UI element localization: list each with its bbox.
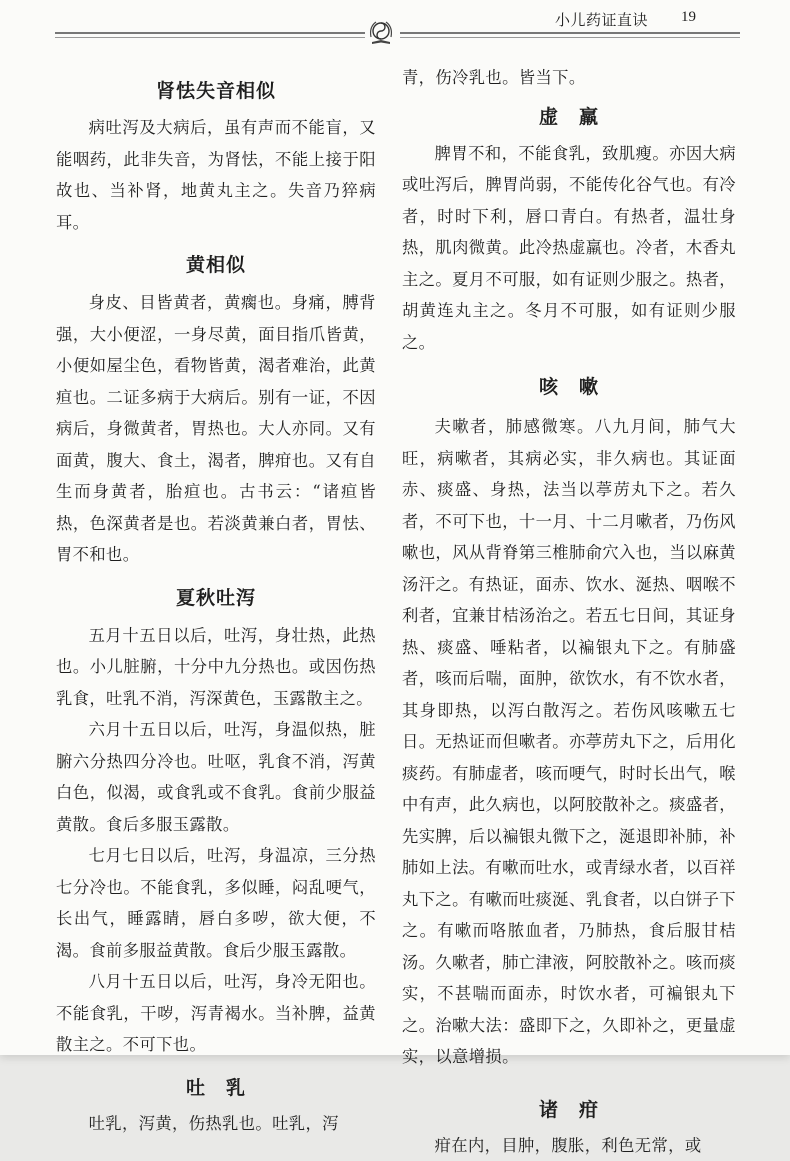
header-rule-right (400, 32, 740, 38)
paragraph: 五月十五日以后，吐泻，身壮热，此热也。小儿脏腑，十分中九分热也。或因伤热乳食，吐乳不消，泻深黄色，玉露散主之。 (56, 620, 376, 715)
paragraph: 六月十五日以后，吐泻，身温似热，脏腑六分热四分冷也。吐呕，乳食不消，泻黄白色，似渴，或食乳或不食乳。食前少服益黄散。食后多服玉露散。 (56, 714, 376, 840)
running-title: 小儿药证直诀 (555, 9, 648, 30)
header-rule-left (55, 32, 365, 38)
paragraph: 夫嗽者，肺感微寒。八九月间，肺气大旺，病嗽者，其病必实，非久病也。其证面赤、痰盛、身热，法当以葶苈丸下之。若久者，不可下也，十一月、十二月嗽者，乃伤风嗽也，风从背脊第三椎肺俞穴入也，当以麻黄汤汗之。有热证，面赤、饮水、涎热、咽喉不利者，宜兼甘桔汤治之。若五七日间，其证身热、痰盛、唾粘者，以褊银丸下之。有肺盛者，咳而后喘，面肿，欲饮水，有不饮水者，其身即热，以泻白散泻之。若伤风咳嗽五七日。无热证而但嗽者。亦葶苈丸下之，后用化痰药。有肺虚者，咳而哽气，时时长出气，喉中有声，此久病也，以阿胶散补之。痰盛者，先实脾，后以褊银丸微下之，涎退即补肺，补肺如上法。有嗽而吐水，或青绿水者，以百祥丸下之。有嗽而吐痰涎、乳食者，以白饼子下之。有嗽而咯脓血者，乃肺热，食后服甘桔汤。久嗽者，肺亡津液，阿胶散补之。咳而痰实，不甚喘而面赤，时饮水者，可褊银丸下之。治嗽大法：盛即下之，久即补之，更量虚实，以意增损。 (402, 411, 736, 1073)
section-heading: 虚 羸 (402, 102, 736, 129)
paragraph: 吐乳，泻黄，伤热乳也。吐乳，泻 (56, 1108, 376, 1140)
section-heading: 吐 乳 (56, 1073, 376, 1100)
section-heading: 黄相似 (56, 250, 376, 277)
right-column (402, 62, 736, 1161)
continued-paragraph: 青，伤冷乳也。皆当下。 (402, 62, 736, 94)
section-heading: 夏秋吐泻 (56, 583, 376, 610)
page-header (0, 0, 790, 50)
section-heading: 诸 疳 (402, 1095, 736, 1122)
paragraph: 脾胃不和，不能食乳，致肌瘦。亦因大病或吐泻后，脾胃尚弱，不能传化谷气也。有冷者，时时下利，唇口青白。有热者，温壮身热，肌肉微黄。此冷热虚羸也。冷者，木香丸主之。夏月不可服，如有证则少服之。热者，胡黄连丸主之。冬月不可服，如有证则少服之。 (402, 138, 736, 359)
paragraph: 病吐泻及大病后，虽有声而不能盲，又能咽药，此非失音，为肾怯，不能上接于阳故也、当补肾，地黄丸主之。失音乃猝病耳。 (56, 112, 376, 238)
paragraph: 七月七日以后，吐泻，身温凉，三分热七分冷也。不能食乳，多似睡，闷乱哽气，长出气，睡露睛，唇白多哕，欲大便，不渴。食前多服益黄散。食后少服玉露散。 (56, 840, 376, 966)
left-column (56, 62, 376, 1139)
paragraph: 疳在内，目肿，腹胀，利色无常，或 (402, 1130, 736, 1161)
page-number: 19 (681, 9, 696, 26)
section-heading: 肾怯失音相似 (56, 76, 376, 103)
paragraph: 八月十五日以后，吐泻，身冷无阳也。不能食乳，干哕，泻青褐水。当补脾，益黄散主之。不可下也。 (56, 966, 376, 1061)
yin-yang-emblem-icon (366, 17, 396, 47)
section-heading: 咳 嗽 (402, 372, 736, 399)
paragraph: 身皮、目皆黄者，黄瘸也。身痛，膊背强，大小便涩，一身尽黄，面目指爪皆黄，小便如屋尘色，看物皆黄，渴者难治，此黄疸也。二证多病于大病后。别有一证，不因病后，身微黄者，胃热也。大人亦同。又有面黄，腹大、食土，渴者，脾疳也。又有自生而身黄者，胎疸也。古书云：“诸疸皆热，色深黄者是也。若淡黄兼白者，胃怯、胃不和也。 (56, 287, 376, 571)
